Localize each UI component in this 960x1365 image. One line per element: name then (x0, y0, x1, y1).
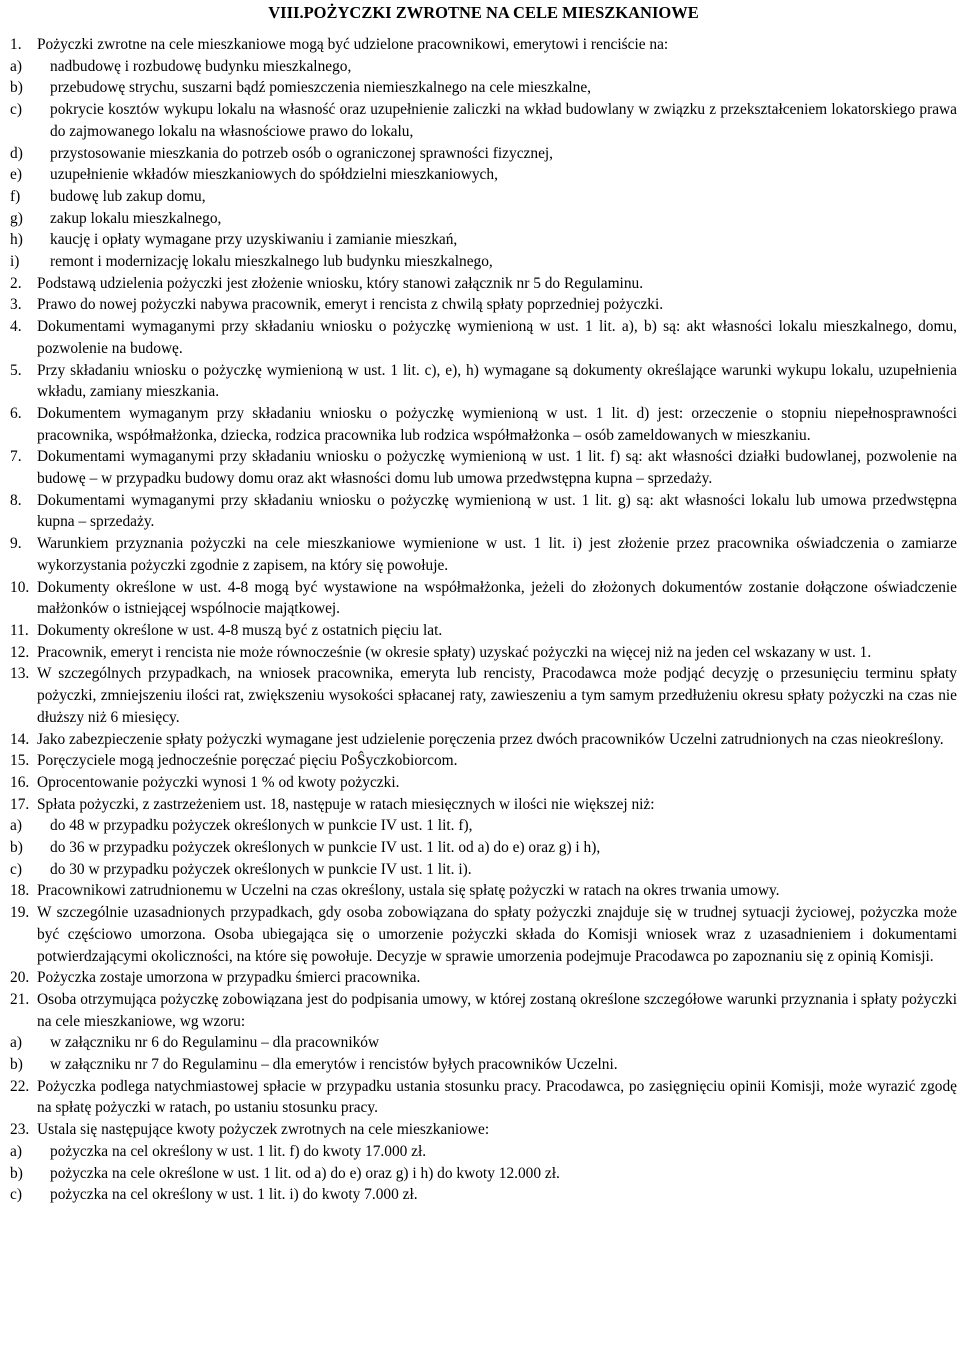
sub-item-text: przebudowę strychu, suszarni bądź pomieszczenia niemieszkalnego na cele mieszkalne, (50, 79, 592, 97)
item-number: 21. (10, 990, 30, 1008)
list-item (10, 729, 957, 751)
item-text: W szczególnie uzasadnionych przypadkach, gdy osoba zobowiązana do spłaty pożyczki znajduje się w trudnej sytuacji życiowej, pożyczka może być częściowo umorzona. Osoba ubiegająca się o umorzenie pożyczki składa do Komisji wniosek wraz z uzasadnieniem i dokumentami potwierdzającymi okoliczności, na które się powołuje. Decyzje w sprawie umorzenia podejmuje Pracodawca po zapoznaniu się z opinią Komisji. (37, 904, 957, 965)
sub-item-label: e) (10, 166, 22, 184)
item-text: Osoba otrzymująca pożyczkę zobowiązana jest do podpisania umowy, w której zostaną określone szczegółowe warunki przyznania i spłaty pożyczki na cele mieszkaniowe, wg wzoru: (37, 990, 957, 1030)
item-body (37, 880, 957, 902)
item-text: Jako zabezpieczenie spłaty pożyczki wymagane jest udzielenie poręczenia przez dwóch pracowników Uczelni zatrudnionych na czas nieokreślony. (37, 730, 944, 748)
item-number: 18. (10, 882, 30, 900)
item-text: Dokumentami wymaganymi przy składaniu wniosku o pożyczkę wymienioną w ust. 1 lit. f) są: akt własności działki budowlanej, pozwolenie na budowę – w przypadku budowy domu oraz akt własności domu lub umowa przedwstępna kupna – sprzedaży. (37, 448, 957, 488)
list-item (10, 403, 957, 446)
item-text: Pożyczka zostaje umorzona w przypadku śmierci pracownika. (37, 969, 421, 987)
item-text: Dokumenty określone w ust. 4-8 mogą być wystawione na współmałżonka, jeżeli do złożonych dokumentów zostanie dołączone oświadczenie małżonków o istniejącej wspólnocie majątkowej. (37, 578, 957, 618)
item-text: Dokumentem wymaganym przy składaniu wniosku o pożyczkę wymienioną w ust. 1 lit. d) jest: orzeczenie o stopniu niepełnosprawności pracownika, współmałżonka, dziecka, rodzica pracownika lub rodzica współmałżonka – osób zameldowanych w mieszkaniu. (37, 404, 957, 444)
item-text: Pożyczka podlega natychmiastowej spłacie w przypadku ustania stosunku pracy. Pracodawca, po zasięgnięciu opinii Komisji, może wyrazić zgodę na spłatę pożyczki w ratach, po ustaniu stosunku pracy. (37, 1077, 957, 1117)
sub-item-text: kaucję i opłaty wymagane przy uzyskiwaniu i zamianie mieszkań, (50, 231, 458, 249)
item-number: 5. (10, 361, 22, 379)
item-body (37, 663, 957, 728)
list-item (10, 967, 957, 989)
section-title: VIII.POŻYCZKI ZWROTNE NA CELE MIESZKANIOWE (268, 3, 699, 22)
item-number: 1. (10, 36, 22, 53)
item-body (37, 490, 957, 533)
sub-item-text: pożyczka na cele określone w ust. 1 lit. od a) do e) oraz g) i h) do kwoty 12.000 zł. (50, 1164, 560, 1182)
item-text: Warunkiem przyznania pożyczki na cele mieszkaniowe wymienione w ust. 1 lit. i) jest złożenie przez pracownika oświadczenia o zamiarze wykorzystania pożyczki zgodnie z zapisem, na który się powołuje. (37, 535, 957, 574)
sub-item-text: pożyczka na cel określony w ust. 1 lit. i) do kwoty 7.000 zł. (50, 1186, 418, 1204)
item-number: 12. (10, 643, 30, 661)
sub-item (10, 164, 957, 186)
item-body (37, 360, 957, 403)
item-body (37, 1076, 957, 1119)
list-item (10, 273, 957, 295)
sub-item-text: przystosowanie mieszkania do potrzeb osób o ograniczonej sprawności fizycznej, (50, 144, 554, 162)
sub-item (10, 837, 957, 859)
item-number: 6. (10, 404, 22, 422)
list-item (10, 294, 957, 316)
sub-item (10, 1032, 957, 1054)
sub-item (10, 99, 957, 142)
item-text: Pracownikowi zatrudnionemu w Uczelni na czas określony, ustala się spłatę pożyczki w ratach na okres trwania umowy. (37, 882, 780, 900)
item-body (37, 273, 957, 295)
sub-item-text: nadbudowę i rozbudowę budynku mieszkalnego, (50, 57, 352, 75)
sub-item (10, 229, 957, 251)
item-text: Pracownik, emeryt i rencista nie może równocześnie (w okresie spłaty) uzyskać pożyczki na więcej niż na jeden cel wskazany w ust. 1. (37, 643, 872, 661)
item-text: Dokumentami wymaganymi przy składaniu wniosku o pożyczkę wymienioną w ust. 1 lit. g) są: akt własności lokalu lub umowa przedwstępna kupna – sprzedaży. (37, 491, 957, 531)
item-number: 8. (10, 491, 22, 509)
item-body (37, 316, 957, 359)
item-body (37, 403, 957, 446)
item-text: Pożyczki zwrotne na cele mieszkaniowe mogą być udzielone pracownikowi, emerytowi i renciście na: (37, 36, 669, 53)
item-body (37, 446, 957, 489)
item-text: Podstawą udzielenia pożyczki jest złożenie wniosku, który stanowi załącznik nr 5 do Regulaminu. (37, 274, 644, 292)
sub-item-text: uzupełnienie wkładów mieszkaniowych do spółdzielni mieszkaniowych, (50, 166, 498, 184)
sub-item-label: i) (10, 253, 20, 271)
item-number: 2. (10, 274, 22, 292)
list-item (10, 880, 957, 902)
sub-item-text: do 36 w przypadku pożyczek określonych w punkcie IV ust. 1 lit. od a) do e) oraz g) i h), (50, 839, 601, 857)
item-body (37, 620, 957, 642)
sub-item (10, 1163, 957, 1185)
item-text: Oprocentowanie pożyczki wynosi 1 % od kwoty pożyczki. (37, 773, 400, 791)
sub-item-text: do 30 w przypadku pożyczek określonych w punkcie IV ust. 1 lit. i). (50, 860, 472, 878)
sub-item-text: w załączniku nr 6 do Regulaminu – dla pracowników (50, 1034, 380, 1052)
item-text: Prawo do nowej pożyczki nabywa pracownik, emeryt i rencista z chwilą spłaty poprzedniej pożyczki. (37, 296, 664, 314)
sub-item-text: pokrycie kosztów wykupu lokalu na własność oraz uzupełnienie zaliczki na wkład budowlany w związku z przekształceniem lokatorskiego prawa do zajmowanego lokalu na własnościowe prawo do lokalu, (50, 101, 957, 140)
item-body (37, 902, 957, 967)
sub-item-label: c) (10, 860, 22, 878)
item-number: 17. (10, 795, 30, 813)
item-text: Przy składaniu wniosku o pożyczkę wymienioną w ust. 1 lit. c), e), h) wymagane są dokumenty określające warunki wykupu lokalu, uzupełnienia wkładu, zamiany mieszkania. (37, 361, 957, 401)
list-item (10, 316, 957, 359)
list-item (10, 360, 957, 403)
sub-item-text: do 48 w przypadku pożyczek określonych w punkcie IV ust. 1 lit. f), (50, 817, 473, 835)
item-number: 10. (10, 578, 30, 596)
list-item (10, 989, 957, 1076)
sub-item (10, 1054, 957, 1076)
sub-item (10, 208, 957, 230)
item-body (37, 642, 957, 664)
item-text: Spłata pożyczki, z zastrzeżeniem ust. 18, następuje w ratach miesięcznych w ilości nie większej niż: (37, 795, 655, 813)
item-body (10, 34, 957, 273)
item-body (37, 750, 957, 772)
sub-item-text: zakup lokalu mieszkalnego, (50, 209, 222, 227)
item-number: 13. (10, 665, 30, 683)
item-text: Poręczyciele mogą jednocześnie poręczać pięciu PoŜyczkobiorcom. (37, 752, 458, 770)
sub-item (10, 77, 957, 99)
list-item (10, 34, 957, 273)
item-text: Dokumenty określone w ust. 4-8 muszą być z ostatnich pięciu lat. (37, 621, 443, 639)
list-item (10, 533, 957, 576)
sub-item-label: d) (10, 144, 23, 162)
list-item (10, 1076, 957, 1119)
list-item (10, 577, 957, 620)
sub-item-label: a) (10, 1034, 22, 1052)
sub-item-label: b) (10, 1056, 23, 1074)
item-number: 23. (10, 1121, 30, 1139)
item-body (37, 294, 957, 316)
sub-item (10, 859, 957, 881)
list-item (10, 663, 957, 728)
sub-item (10, 56, 957, 78)
sub-item (10, 815, 957, 837)
sub-item-label: a) (10, 1142, 22, 1160)
item-body (37, 967, 957, 989)
item-number: 16. (10, 773, 30, 791)
item-number: 15. (10, 752, 30, 770)
sub-item-text: w załączniku nr 7 do Regulaminu – dla emerytów i rencistów byłych pracowników Uczelni. (50, 1056, 618, 1074)
sub-item-label: c) (10, 1186, 22, 1204)
list-item (10, 794, 957, 881)
sub-item-text: remont i modernizację lokalu mieszkalnego lub budynku mieszkalnego, (50, 253, 493, 271)
item-body (37, 729, 957, 751)
list-item (10, 446, 957, 489)
sub-item-text: pożyczka na cel określony w ust. 1 lit. f) do kwoty 17.000 zł. (50, 1142, 427, 1160)
list-item (10, 490, 957, 533)
sub-item-label: c) (10, 101, 22, 119)
list-item (10, 1119, 957, 1206)
item-number: 11. (10, 621, 29, 639)
sub-item (10, 143, 957, 165)
item-body (37, 533, 957, 576)
item-number: 7. (10, 448, 22, 466)
item-number: 9. (10, 535, 22, 553)
list-item (10, 642, 957, 664)
item-body (37, 577, 957, 620)
sub-item-label: a) (10, 57, 22, 75)
item-number: 3. (10, 296, 22, 314)
list-item (10, 620, 957, 642)
item-number: 14. (10, 730, 30, 748)
sub-item-label: g) (10, 209, 23, 227)
sub-item-label: f) (10, 187, 21, 205)
sub-item (10, 1184, 957, 1206)
sub-item (10, 186, 957, 208)
sub-item (10, 1141, 957, 1163)
list-item (10, 902, 957, 967)
sub-item (10, 251, 957, 273)
item-number: 20. (10, 969, 30, 987)
item-number: 22. (10, 1077, 30, 1095)
sub-item-label: b) (10, 79, 23, 97)
sub-item-label: a) (10, 817, 22, 835)
item-text: Ustala się następujące kwoty pożyczek zwrotnych na cele mieszkaniowe: (37, 1121, 490, 1139)
list-item (10, 772, 957, 794)
list-item (10, 750, 957, 772)
sub-item-text: budowę lub zakup domu, (50, 187, 206, 205)
sub-item-label: b) (10, 1164, 23, 1182)
item-text: Dokumentami wymaganymi przy składaniu wniosku o pożyczkę wymienioną w ust. 1 lit. a), b) są: akt własności lokalu mieszkalnego, domu, pozwolenie na budowę. (37, 318, 957, 357)
item-text: W szczególnych przypadkach, na wniosek pracownika, emeryta lub rencisty, Pracodawca może podjąć decyzję o przesunięciu terminu spłaty pożyczki, zmniejszeniu ilości rat, zwiększeniu wysokości spłacanej raty, zawieszeniu a tym samym przedłużeniu okresu spłaty pożyczki na czas nie dłuższy niż 6 miesięcy. (37, 665, 957, 726)
item-number: 19. (10, 904, 30, 922)
item-body (37, 772, 957, 794)
sub-item-label: h) (10, 231, 23, 249)
sub-item-label: b) (10, 839, 23, 857)
item-number: 4. (10, 318, 22, 336)
regulation-list (10, 34, 957, 1206)
